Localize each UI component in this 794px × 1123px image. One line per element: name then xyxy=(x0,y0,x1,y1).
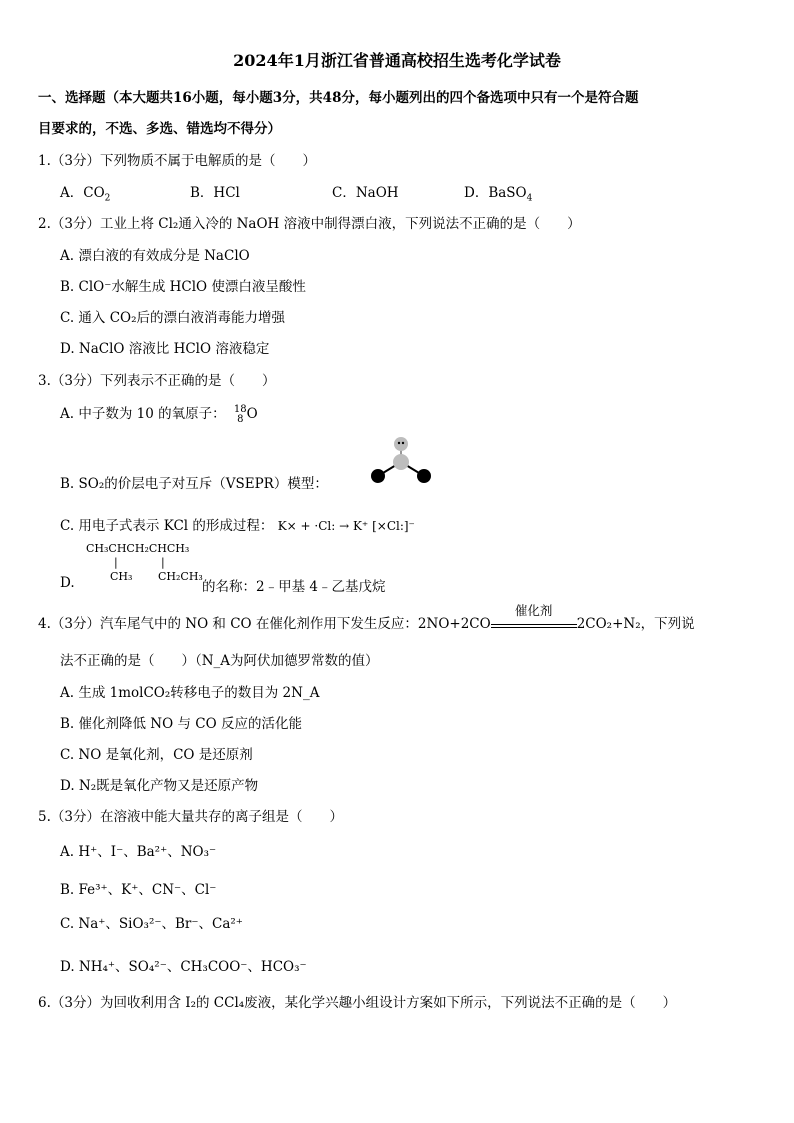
q2-option-a: A. 漂白液的有效成分是 NaClO xyxy=(60,248,250,264)
q4-option-c: C. NO 是氧化剂，CO 是还原剂 xyxy=(60,747,253,763)
q1-option-b: B．HCl xyxy=(190,185,240,201)
q2-option-c: C. 通入 CO₂后的漂白液消毒能力增强 xyxy=(60,310,286,326)
q1-option-c: C．NaOH xyxy=(332,185,399,201)
q5-option-c: C. Na⁺、SiO₃²⁻、Br⁻、Ca²⁺ xyxy=(60,916,243,932)
q3-stem: 3.（3分）下列表示不正确的是（ ） xyxy=(38,373,276,389)
structure-branch-methyl: CH₃ xyxy=(110,570,133,583)
q6-stem: 6.（3分）为回收利用含 I₂的 CCl₄废液，某化学兴趣小组设计方案如下所示，下列说法不正确的是（ ） xyxy=(38,995,677,1011)
kcl-electron-formula: K× + ·Cl: → K⁺ [×Cl:]⁻ xyxy=(277,519,415,533)
q2-option-d: D. NaClO 溶液比 HClO 溶液稳定 xyxy=(60,341,270,357)
q4-option-b: B. 催化剂降低 NO 与 CO 反应的活化能 xyxy=(60,716,302,732)
section-heading-line1: 一、选择题（本大题共16小题，每小题3分，共48分，每小题列出的四个备选项中只有一个是符合题 xyxy=(38,90,639,106)
q4-option-d: D. N₂既是氧化产物又是还原产物 xyxy=(60,778,259,794)
structure-branch-ethyl: CH₂CH₃ xyxy=(158,570,203,583)
q5-option-a: A. H⁺、I⁻、Ba²⁺、NO₃⁻ xyxy=(60,844,217,860)
q2-stem: 2.（3分）工业上将 Cl₂通入冷的 NaOH 溶液中制得漂白液，下列说法不正确的是（ ） xyxy=(38,216,581,232)
q1-option-a: A．$CO_2$ xyxy=(60,185,111,204)
catalyst-equals: 催化剂 xyxy=(491,616,577,628)
structure-main-chain: CH₃CHCH₂CHCH₃ xyxy=(86,542,190,555)
section-heading-line2: 目要求的，不选、多选、错选均不得分） xyxy=(38,121,281,137)
q3-option-d-label: D. xyxy=(60,575,75,591)
q1-stem: 1.（3分）下列物质不属于电解质的是（ ） xyxy=(38,153,316,169)
q2-option-b: B. ClO⁻水解生成 HClO 使漂白液呈酸性 xyxy=(60,279,306,295)
exam-page: 2024年1月浙江省普通高校招生选考化学试卷 一、选择题（本大题共16小题，每小题3分，共48分，每小题列出的四个备选项中只有一个是符合题 目要求的，不选、多选、错选均不得分） 1.（3分）下列物质不属于电解质的是（ ） A．$CO_2$ B．HCl C．NaOH D．BaSO$_4$ 2.（3分）工业上将 Cl₂通入冷的 NaOH 溶液中制得漂白液，下列说法不正确的是（ ） A. 漂白液的有效成分是 NaClO B. ClO⁻水解生成 HClO 使漂白液呈酸性 C. 通入 CO₂后的漂白液消毒能力增强 D. NaClO 溶液比 HClO 溶液稳定 3.（3分）下列表示不正确的是（ ） A. 中子数为 10 的氧原子： 18 8 O B. SO₂的价层电子对互斥（VSEPR）模型： C. 用电子式表示 KCl 的形成过程： K× + ·Cl: → K⁺ [×Cl:]⁻ CH₃CHCH₂CHCH₃ | | CH₃ CH₂CH₃ D. 的名称：2﹣甲基 4﹣乙基戊烷 4.（3分）汽车尾气中的 NO 和 CO 在催化剂作用下发生反应：2NO+2CO 催化剂 2CO₂+N₂，下列说 法不正确的是（ ）（N_A为阿伏加德罗常数的值） A. 生成 1molCO₂转移电子的数目为 2N_A B. 催化剂降低 NO 与 CO 反应的活化能 C. NO 是氧化剂，CO 是还原剂 D. N₂既是氧化产物又是还原产物 5.（3分）在溶液中能大量共存的离子组是（ ） A. H⁺、I⁻、Ba²⁺、NO₃⁻ B. Fe³⁺、K⁺、CN⁻、Cl⁻ C. Na⁺、SiO₃²⁻、Br⁻、Ca²⁺ D. NH₄⁺、SO₄²⁻、CH₃COO⁻、HCO₃⁻ 6.（3分）为回收利用含 I₂的 CCl₄废液，某化学兴趣小组设计方案如下所示，下列说法不正确的是（ ） xyxy=(0,0,794,1123)
q3-option-a: A. 中子数为 10 的氧原子： 18 8 O xyxy=(60,403,258,425)
q1-options xyxy=(60,181,532,204)
q4-stem: 4.（3分）汽车尾气中的 NO 和 CO 在催化剂作用下发生反应：2NO+2CO 催化剂 2CO₂+N₂，下列说 xyxy=(38,603,695,632)
q4-stem-cont: 法不正确的是（ ）（N_A为阿伏加德罗常数的值） xyxy=(60,653,379,669)
isotope-notation: 18 8 xyxy=(233,403,247,425)
vsepr-model-image xyxy=(368,434,434,490)
q3-option-c: C. 用电子式表示 KCl 的形成过程： K× + ·Cl: → K⁺ [×Cl:]⁻ xyxy=(60,518,415,534)
q5-option-b: B. Fe³⁺、K⁺、CN⁻、Cl⁻ xyxy=(60,882,217,898)
q4-option-a: A. 生成 1molCO₂转移电子的数目为 2N_A xyxy=(60,685,320,701)
q5-stem: 5.（3分）在溶液中能大量共存的离子组是（ ） xyxy=(38,809,343,825)
exam-title: 2024年1月浙江省普通高校招生选考化学试卷 xyxy=(233,51,561,70)
q3-option-d-text: 的名称：2﹣甲基 4﹣乙基戊烷 xyxy=(202,579,386,595)
q5-option-d: D. NH₄⁺、SO₄²⁻、CH₃COO⁻、HCO₃⁻ xyxy=(60,959,307,975)
q3-option-b: B. SO₂的价层电子对互斥（VSEPR）模型： xyxy=(60,476,328,492)
q1-option-d: D．BaSO$_4$ xyxy=(464,185,533,204)
